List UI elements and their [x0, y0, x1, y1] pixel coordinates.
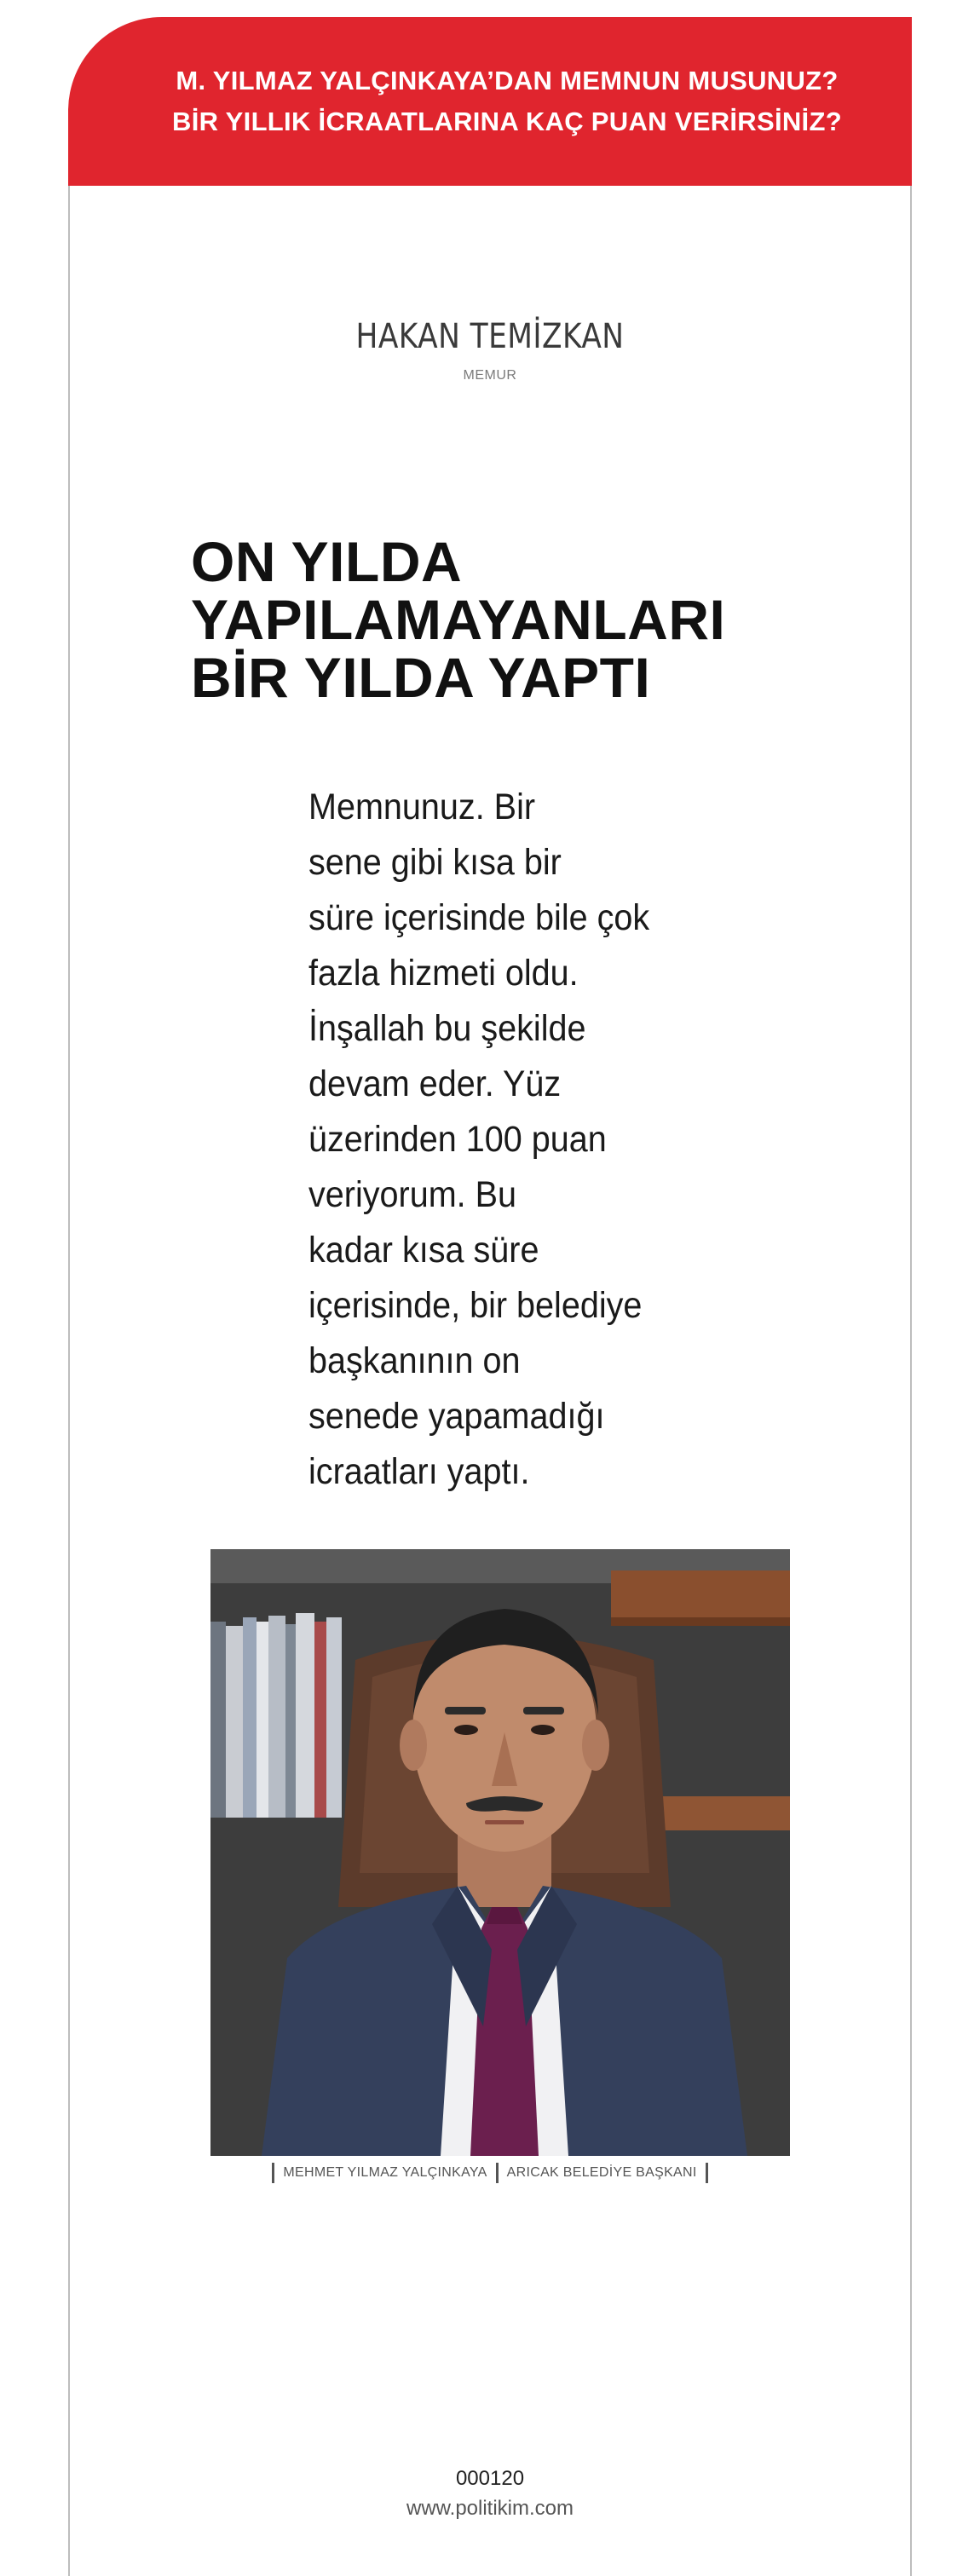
caption-divider [496, 2163, 499, 2183]
body-line: icraatları yaptı. [308, 1451, 530, 1492]
body-line: kadar kısa süre [308, 1230, 539, 1271]
frame-left-border [68, 186, 70, 2576]
portrait-photo [210, 1549, 790, 2156]
author-role: MEMUR [463, 368, 517, 383]
body-line: devam eder. Yüz [308, 1063, 562, 1104]
body-line: veriyorum. Bu [308, 1174, 517, 1215]
body-line: başkanının on [308, 1340, 521, 1381]
banner-question-line-2: BİR YILLIK İCRAATLARINA KAÇ PUAN VERİRSİNİZ? [172, 107, 842, 136]
body-line: senede yapamadığı [308, 1396, 605, 1437]
photo-caption [70, 2163, 910, 2183]
footer-code: 000120 [455, 2467, 525, 2490]
caption-person-title: ARICAK BELEDİYE BAŞKANI [506, 2165, 697, 2180]
caption-divider [706, 2163, 708, 2183]
portrait-illustration [210, 1549, 790, 2156]
frame-right-border [910, 186, 912, 2576]
body-line: üzerinden 100 puan [308, 1119, 607, 1160]
body-line: içerisinde, bir belediye [308, 1285, 643, 1326]
body-line: fazla hizmeti oldu. [308, 953, 579, 994]
quote-body [308, 780, 709, 1500]
body-line: sene gibi kısa bir [308, 842, 562, 883]
author-name: HAKAN TEMİZKAN [355, 317, 625, 356]
body-line: Memnunuz. Bir [308, 787, 536, 827]
headline-line: BİR YILDA YAPTI [191, 646, 651, 709]
headline [191, 530, 873, 709]
caption-divider [272, 2163, 274, 2183]
headline-line: ON YILDA [191, 530, 463, 593]
footer-website: www.politikim.com [406, 2497, 574, 2520]
question-banner [68, 17, 912, 186]
body-line: İnşallah bu şekilde [308, 1008, 586, 1049]
caption-person-name: MEHMET YILMAZ YALÇINKAYA [283, 2165, 487, 2180]
headline-line: YAPILAMAYANLARI [191, 588, 726, 651]
body-line: süre içerisinde bile çok [308, 897, 650, 938]
banner-question-line-1: M. YILMAZ YALÇINKAYA’DAN MEMNUN MUSUNUZ? [176, 66, 839, 95]
